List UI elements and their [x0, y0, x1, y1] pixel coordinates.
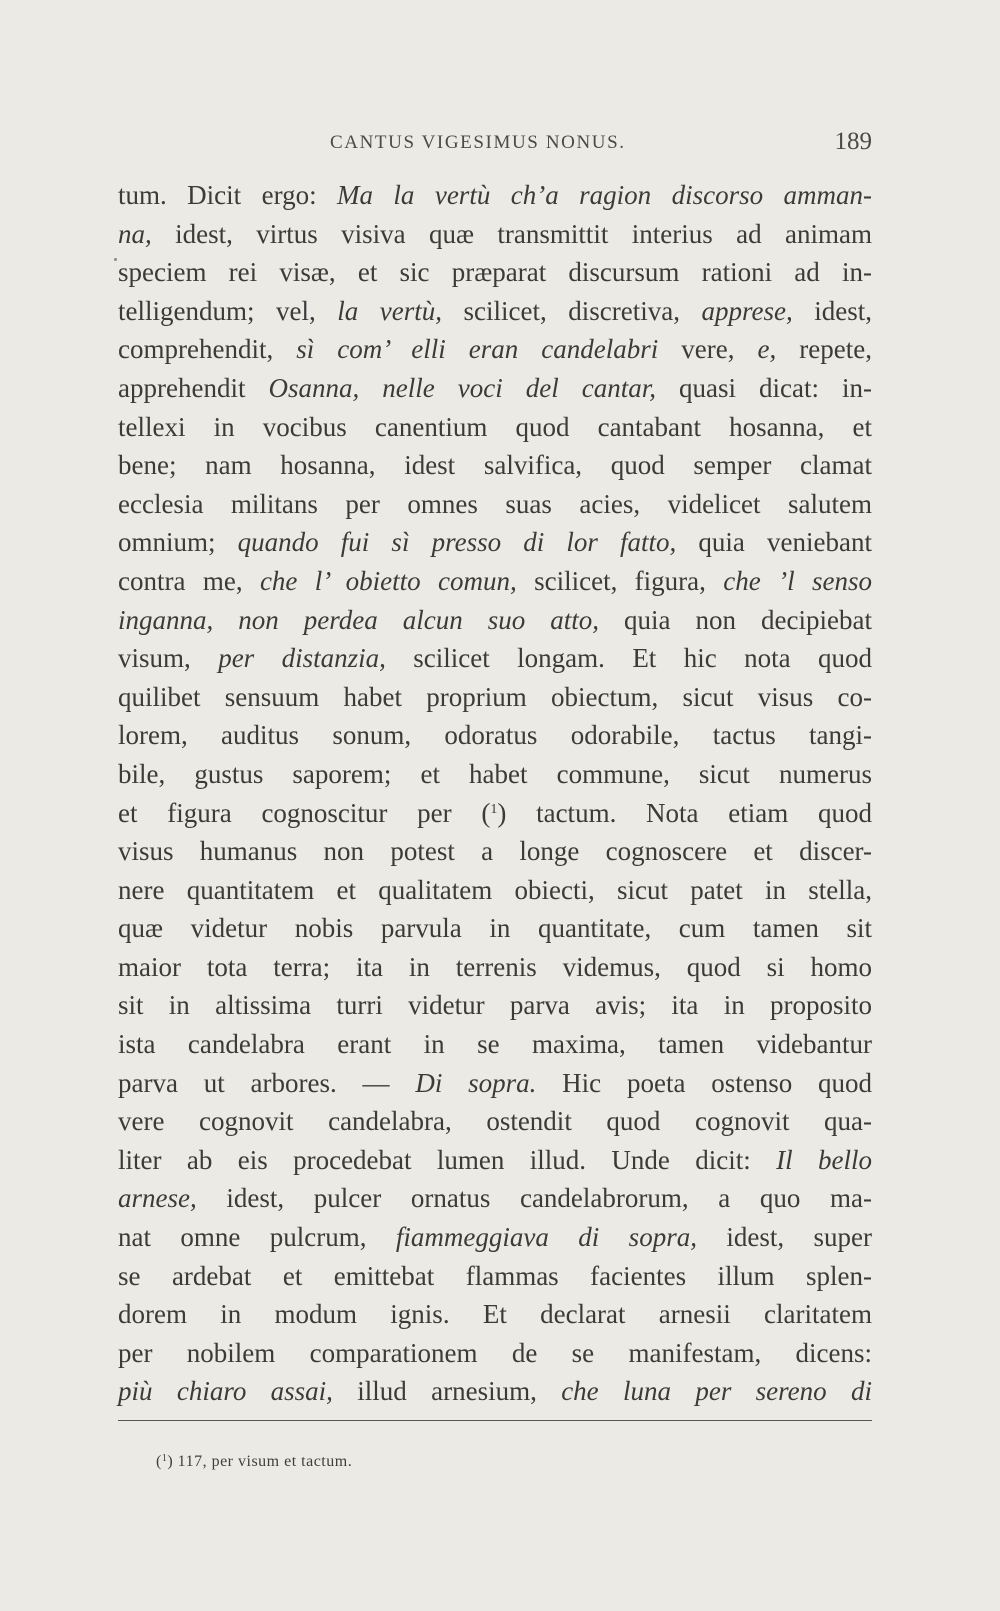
text-line: [118, 562, 872, 601]
text-line: [118, 948, 872, 987]
text-run: Hic poeta ostenso quod: [536, 1067, 873, 1098]
page-number: 189: [834, 128, 872, 155]
text-run: quilibet sensuum habet proprium obiectum, sicut visus co-: [118, 681, 872, 712]
text-run: vere cognovit candelabra, ostendit quod cognovit qua-: [118, 1106, 872, 1137]
text-line: [118, 253, 872, 292]
italic-quote: più chiaro assai,: [118, 1376, 333, 1407]
text-run: tum. Dicit ergo:: [118, 180, 337, 210]
text-line: [118, 639, 872, 678]
text-run: scilicet, figura,: [516, 565, 724, 596]
text-line: [118, 215, 872, 254]
text-line: [118, 832, 872, 871]
text-line: [118, 1218, 872, 1257]
italic-quote: apprese,: [701, 295, 793, 326]
text-line: [118, 523, 872, 562]
italic-quote: e,: [757, 334, 777, 365]
text-line: [118, 408, 872, 447]
text-line: [118, 601, 872, 640]
footnote: [156, 1453, 352, 1471]
footnote-paren-close: ): [167, 1453, 174, 1470]
text-run: apprehendit: [118, 372, 269, 403]
text-line: [118, 330, 872, 369]
text-run: quia veniebant: [676, 527, 872, 558]
text-run: repete,: [776, 334, 872, 365]
italic-quote: la vertù,: [337, 295, 443, 326]
footnote-ref: 1: [490, 801, 498, 817]
text-run: speciem rei visæ, et sic præparat discursum rationi ad in-: [118, 257, 872, 288]
text-run: parva ut arbores. —: [118, 1067, 416, 1098]
italic-quote: inganna, non perdea alcun suo atto,: [118, 604, 600, 635]
text-run: quia non decipiebat: [599, 604, 872, 635]
text-line: [118, 1102, 872, 1141]
text-line: [118, 794, 872, 833]
italic-quote: fiammeggiava di sopra,: [395, 1222, 697, 1253]
text-line: [118, 446, 872, 485]
text-run: comprehendit,: [118, 334, 297, 365]
text-run: omnium;: [118, 527, 238, 558]
text-run: et figura cognoscitur per (: [118, 797, 491, 828]
text-line: [118, 755, 872, 794]
text-run: idest, super: [696, 1222, 872, 1253]
italic-quote: na,: [118, 218, 152, 249]
text-run: telligendum; vel,: [118, 295, 338, 326]
italic-quote: arnese,: [118, 1183, 197, 1214]
text-line: [118, 1334, 872, 1373]
footnote-paren-open: (: [156, 1453, 162, 1470]
text-line: [118, 1372, 872, 1411]
text-run: scilicet, discretiva,: [442, 295, 702, 326]
text-run: visum,: [118, 643, 219, 674]
footnote-text: 117, per visum et tactum.: [173, 1453, 353, 1470]
text-run: quasi dicat: in-: [655, 372, 872, 403]
text-line: [118, 871, 872, 910]
text-run: bene; nam hosanna, idest salvifica, quod semper clamat: [118, 450, 872, 481]
text-run: lorem, auditus sonum, odoratus odorabile, tactus tangi-: [118, 720, 872, 751]
text-line: [118, 1179, 872, 1218]
italic-quote: che luna per sereno di: [561, 1376, 872, 1407]
text-run: vere,: [658, 334, 758, 365]
footnote-rule: [118, 1420, 872, 1421]
running-title: CANTUS VIGESIMUS NONUS.: [330, 132, 626, 153]
text-run: visus humanus non potest a longe cognoscere et discer-: [118, 836, 872, 867]
text-run: idest, virtus visiva quæ transmittit interius ad animam: [151, 218, 872, 249]
text-line: [118, 716, 872, 755]
italic-quote: per distanzia,: [218, 643, 386, 674]
text-run: per nobilem comparationem de se manifestam, dicens:: [118, 1337, 872, 1368]
text-line: [118, 1257, 872, 1296]
text-run: ecclesia militans per omnes suas acies, videlicet salutem: [118, 488, 872, 519]
text-run: ista candelabra erant in se maxima, tamen videbantur: [118, 1029, 872, 1060]
text-run: contra me,: [118, 565, 260, 596]
text-run: nat omne pulcrum,: [118, 1222, 396, 1253]
text-run: quæ videtur nobis parvula in quantitate, cum tamen sit: [118, 913, 872, 944]
print-speck: [114, 258, 117, 261]
text-line: [118, 176, 872, 215]
text-line: [118, 678, 872, 717]
text-line: [118, 292, 872, 331]
text-run: maior tota terra; ita in terrenis videmus, quod si homo: [118, 951, 872, 982]
text-line: [118, 909, 872, 948]
running-head: [118, 128, 872, 162]
text-run: illud arnesium,: [332, 1376, 562, 1407]
italic-quote: quando fui sì presso di lor fatto,: [237, 527, 677, 558]
text-run: scilicet longam. Et hic nota quod: [385, 643, 873, 674]
text-run: liter ab eis procedebat lumen illud. Unde dicit:: [118, 1144, 777, 1175]
text-run: se ardebat et emittebat flammas facientes illum splen-: [118, 1260, 872, 1291]
text-run: sit in altissima turri videtur parva avis; ita in proposito: [118, 990, 872, 1021]
italic-quote: Ma la vertù ch’a ragion discorso amman-: [337, 180, 872, 210]
text-line: [118, 369, 872, 408]
text-line: [118, 986, 872, 1025]
text-line: [118, 1025, 872, 1064]
text-line: [118, 1141, 872, 1180]
text-run: ) tactum. Nota etiam quod: [497, 797, 872, 828]
text-run: idest,: [792, 295, 872, 326]
body-text: [118, 176, 872, 1411]
text-run: nere quantitatem et qualitatem obiecti, sicut patet in stella,: [118, 874, 872, 905]
text-line: [118, 1295, 872, 1334]
text-line: [118, 485, 872, 524]
text-run: idest, pulcer ornatus candelabrorum, a quo ma-: [196, 1183, 872, 1214]
italic-quote: Osanna, nelle voci del cantar,: [268, 372, 656, 403]
text-run: bile, gustus saporem; et habet commune, sicut numerus: [118, 758, 872, 789]
italic-quote: Di sopra.: [415, 1067, 537, 1098]
italic-quote: sì com’ elli eran candelabri: [296, 334, 659, 365]
text-line: [118, 1064, 872, 1103]
italic-quote: che l’ obietto comun,: [259, 565, 517, 596]
italic-quote: che ’l senso: [723, 565, 872, 596]
text-run: tellexi in vocibus canentium quod cantabant hosanna, et: [118, 411, 872, 442]
text-run: dorem in modum ignis. Et declarat arnesii claritatem: [118, 1299, 872, 1330]
footnote-marker: 1: [161, 1453, 168, 1464]
italic-quote: Il bello: [776, 1144, 872, 1175]
